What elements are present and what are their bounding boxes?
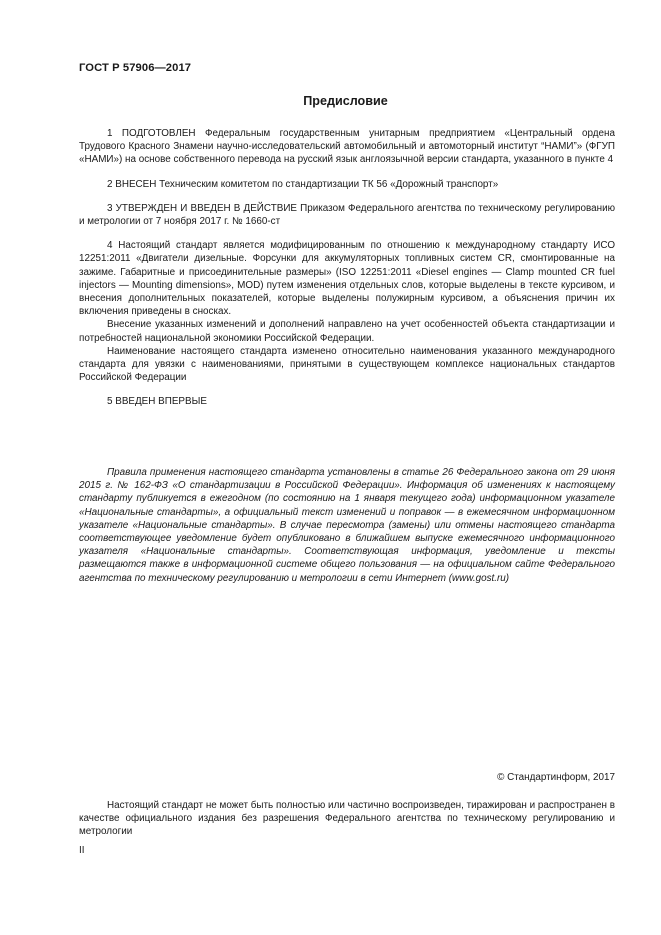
paragraph-5: 5 ВВЕДЕН ВПЕРВЫЕ <box>107 396 207 408</box>
paragraph-4-naming: Наименование настоящего стандарта изменено относительно наименования указанного международного стандарта для увязки с наименованиями, принятыми в существующем комплексе национальных стандартов Российской Федерации <box>79 345 615 384</box>
paragraph-1: 1 ПОДГОТОВЛЕН Федеральным государственным унитарным предприятием «Центральный ордена Трудового Красного Знамени научно-исследовательский автомобильный и автомоторный институт “НАМИ”» (ФГУП «НАМИ») на основе собственного перевода на русский язык англоязычной версии стандарта, указанного в пункте 4 <box>79 128 615 166</box>
paragraph-4: 4 Настоящий стандарт является модифицированным по отношению к международному стандарту ИСО 12251:2011 «Двигатели дизельные. Форсунки для аккумуляторных топливных систем CR, смонтированные на зажиме. Габаритные и присоединительные размеры» (ISO 12251:2011 «Diesel engines — Clamp mounted CR fuel injectors — Mounting dimensions», MOD) путем изменения отдельных слов, которые выделены в тексте курсивом, и внесения дополнительных показателей, которые выделены полужирным курсивом, а объяснения причин их включения приведены в сносках. <box>79 240 615 318</box>
page-number: II <box>79 845 85 856</box>
application-rules-notice: Правила применения настоящего стандарта установлены в статье 26 Федерального закона от 29 июня 2015 г. № 162-ФЗ «О стандартизации в Российской Федерации». Информация об изменениях к настоящему стандарту публикуется в ежегодном (по состоянию на 1 января текущего года) информационном указателе «Национальные стандарты», а официальный текст изменений и поправок — в ежемесячном информационном указателе «Национальные стандарты». В случае пересмотра (замены) или отмены настоящего стандарта соответствующее уведомление будет опубликовано в ближайшем выпуске ежемесячного информационного указателя «Национальные стандарты». Соответствующая информация, уведомление и тексты размещаются также в информационной системе общего пользования — на официальном сайте Федерального агентства по техническому регулированию и метрологии в сети Интернет (www.gost.ru) <box>79 467 615 584</box>
standard-code-header: ГОСТ Р 57906—2017 <box>79 62 192 74</box>
paragraph-2: 2 ВНЕСЕН Техническим комитетом по стандартизации ТК 56 «Дорожный транспорт» <box>107 178 499 190</box>
paragraph-4-changes: Внесение указанных изменений и дополнений направлено на учет особенностей объекта стандартизации и потребностей национальной экономики Российской Федерации. <box>79 319 615 344</box>
reproduction-notice: Настоящий стандарт не может быть полностью или частично воспроизведен, тиражирован и распространен в качестве официального издания без разрешения Федерального агентства по техническому регулированию и метрологии <box>79 800 615 838</box>
page-title: Предисловие <box>303 94 388 108</box>
foreword-body <box>79 127 615 409</box>
copyright-line: © Стандартинформ, 2017 <box>497 772 615 783</box>
paragraph-3: 3 УТВЕРЖДЕН И ВВЕДЕН В ДЕЙСТВИЕ Приказом Федерального агентства по техническому регулированию и метрологии от 7 ноября 2017 г. № 1660-ст <box>79 202 615 228</box>
